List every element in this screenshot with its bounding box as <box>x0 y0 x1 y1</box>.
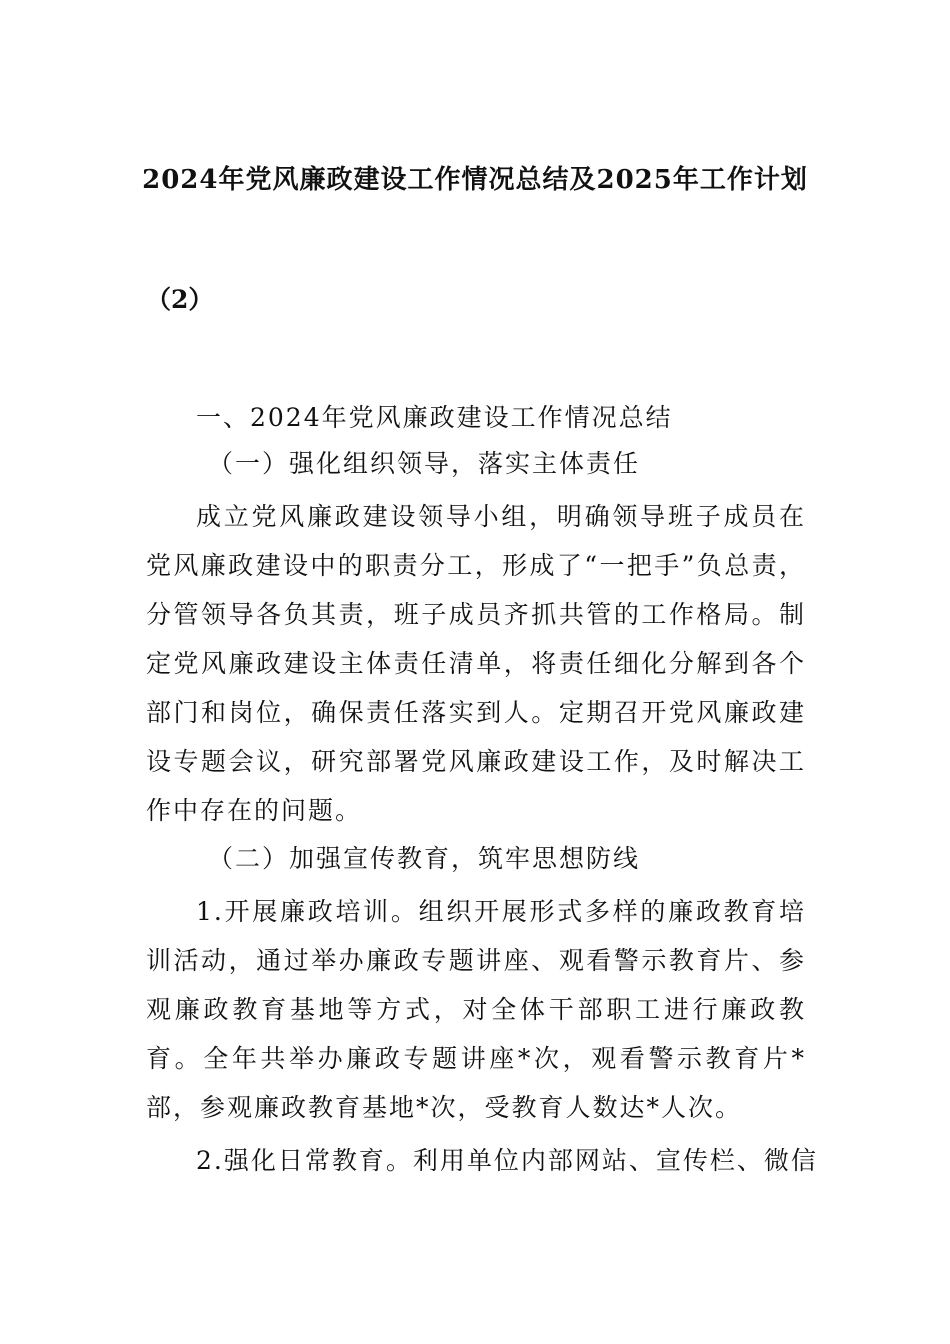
subsection-1-paragraph: 成立党风廉政建设领导小组，明确领导班子成员在党风廉政建设中的职责分工，形成了“一把手”负总责，分管领导各负其责，班子成员齐抓共管的工作格局。制定党风廉政建设主体责任清单，将责任细化分解到各个部门和岗位，确保责任落实到人。定期召开党风廉政建设专题会议，研究部署党风廉政建设工作，及时解决工作中存在的问题。 <box>146 502 806 825</box>
document-subtitle: （2） <box>146 285 214 314</box>
item-2-paragraph: 2.强化日常教育。利用单位内部网站、宣传栏、微信 <box>196 1146 818 1175</box>
item-1-paragraph: 1.开展廉政培训。组织开展形式多样的廉政教育培训活动，通过举办廉政专题讲座、观看警示教育片、参观廉政教育基地等方式，对全体干部职工进行廉政教育。全年共举办廉政专题讲座*次，观看警示教育片*部，参观廉政教育基地*次，受教育人数达*人次。 <box>146 897 806 1122</box>
subsection-heading-2: （二）加强宣传教育，筑牢思想防线 <box>208 844 641 873</box>
document-title: 2024年党风廉政建设工作情况总结及2025年工作计划 <box>142 165 808 195</box>
subsection-heading-1: （一）强化组织领导，落实主体责任 <box>208 449 641 478</box>
section-heading: 一、2024年党风廉政建设工作情况总结 <box>196 403 673 432</box>
